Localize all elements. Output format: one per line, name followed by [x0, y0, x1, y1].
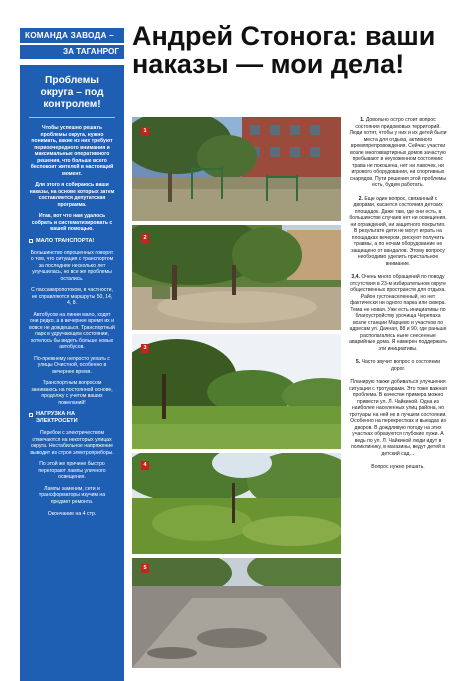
article-paragraph: [349, 274, 447, 352]
paragraph-number: 5.: [355, 359, 361, 365]
paragraph-text: Довольно остро стоит вопрос состояния придомовых территорий. Люди хотят, чтобы у них и их детей были места для отдыха, активного времяпрепровождения. Сейчас участки возле многоквартирных домов зачастую пребывают в неухоженном состоянии: трава не покошена, нет ни лавочек, ни игрового оборудования, ни спортивных снарядов. Пути решения этой проблемы есть, будем работать.: [349, 117, 447, 188]
photo-number-badge: 2: [141, 234, 149, 243]
sidebar-paragraph: Автобусов на линии мало, ходят они редко, а в вечернее время их и вовсе не дождешься. Транспортный парк в удручающем состоянии, хотелось бы видеть больше новых автобусов.: [29, 311, 115, 350]
paragraph-number: 1.: [360, 117, 365, 123]
sidebar-section-heading: [29, 238, 115, 245]
photo-number-badge: 4: [141, 461, 149, 470]
right-text-column: [349, 117, 447, 478]
sidebar-paragraph: Транспортным вопросом занимаюсь на постоянной основе, продолжу с учетом ваших пожеланий!: [31, 380, 113, 406]
photo-number-badge: 5: [141, 564, 149, 573]
paragraph-text: Часто звучит вопрос о состоянии дорог.: [361, 359, 441, 372]
sidebar-section-transport: [29, 238, 115, 407]
sidebar-paragraph: По-прежнему непросто уехать с улицы Очистной, особенно в вечернее время.: [34, 355, 110, 375]
photo-courtyard-playground: [132, 117, 341, 221]
road-image: [132, 558, 341, 668]
article-headline: Андрей Стонога: ваши наказы — мои дела!: [132, 21, 436, 79]
checkbox-square-icon: [29, 239, 33, 243]
sidebar-intro-paragraph: Для этого я собираюсь ваши наказы, на основе которых затем составляется депутатская программа.: [29, 182, 115, 208]
sidebar-paragraph: Большинство опрошенных говорят о том, что ситуация с транспортом за последние несколько лет улучшилась, но все же проблемы остались.: [30, 249, 114, 282]
paragraph-text: Еще один вопрос, связанный с дворами, касается состояния детских площадок. Даже там, где они есть, в большинстве случаев нет ни освещения, ни ограждений, ни защитного покрытия. В результате дети не могут играть на площадках вечером, рискуют получить травмы, а по ночам оборудование не защищено от вандалов. Этому вопросу необходимо уделить пристальное внимание.: [349, 195, 447, 267]
article-paragraph: [349, 464, 447, 471]
paragraph-number: 2.: [358, 195, 363, 202]
paragraph-text: Очень много обращений по поводу отсутствия в 23-м избирательном округе общественных пространств для отдыха. Район густонаселенный, но нет фактически ни одного парка или сквера. Тема не новая. Уже есть инициативы по благоустройству урочища Черепаха возле станции Марцево и участков по адресам ул. Дачная, 88 и 90, где раньше располагались ныне снесенные аварийные дома. Я намерен поддержать эти инициативы.: [349, 274, 447, 352]
sidebar-intro-paragraph: Итак, вот что нам удалось собрать и систематизировать с вашей помощью.: [31, 213, 113, 232]
continued-note: Окончание на 4 стр.: [47, 511, 97, 517]
photo-number-badge: 1: [141, 127, 149, 136]
wasteland-image: [132, 334, 341, 449]
photo-damaged-road: [132, 558, 341, 668]
sidebar-divider: [29, 117, 115, 118]
photo-yard-trees: [132, 225, 341, 330]
paragraph-text: Планирую также добиваться улучшения ситуации с тротуарами. Это тоже важная проблема. В качестве примера можно привести ул. Л. Чайкиной. Одна из наиболее населенных улиц района, но тротуары на ней не в лучшем состоянии. Особенно на перекрестках и выездах из дворов. В дождливую погоду на этих участках образуются глубокие лужи. А ведь по ул. Л. Чайкиной люди идут в поликлинику, в магазины, ведут детей в детский сад…: [349, 379, 447, 457]
photo-wasteland: [132, 334, 341, 449]
sidebar-section-power: [29, 411, 115, 505]
sidebar-intro-paragraph: Чтобы успешно решать проблемы округа, нужно понимать, какие из них требуют первоочередного внимания и максимальные оперативного решения, что больше всего беспокоит жителей в настоящий момент.: [30, 125, 114, 177]
article-paragraph: [349, 379, 447, 457]
sidebar-paragraph: Перебои с электричеством отмечаются на некоторых улицах округа. Нестабильное напряжение выводит из строя электроприборы.: [30, 430, 114, 456]
sidebar-section-heading-text: НАГРУЗКА НА ЭЛЕКТРОСЕТИ: [36, 411, 78, 424]
sidebar-section-heading-text: МАЛО ТРАНСПОРТА!: [36, 237, 95, 244]
article-paragraph: [349, 117, 447, 189]
sidebar-section-heading: [29, 411, 115, 425]
article-paragraph: [349, 359, 447, 372]
sidebar-paragraph: Лампы заменим, сети и трансформаторы изучим на предмет ремонта.: [38, 485, 106, 505]
sidebar-title: Проблемы округа – под контролем!: [40, 75, 104, 110]
sidebar-intro: [29, 125, 115, 233]
section-tag: [20, 28, 124, 59]
paragraph-text: Вопрос нужно решать.: [371, 464, 425, 470]
yard-image: [132, 225, 341, 330]
sidebar-paragraph: С пассажиропотоком, в частности, не справляются маршруты 50, 14, 4, 8.: [31, 287, 113, 306]
checkbox-square-icon: [29, 413, 33, 417]
courtyard-image: [132, 117, 341, 221]
section-tag-line2: ЗА ТАГАНРОГ: [20, 45, 124, 59]
paragraph-number: 3,4.: [351, 274, 360, 280]
article-paragraph: [349, 196, 447, 268]
photo-number-badge: 3: [141, 344, 149, 353]
photo-overgrown-area: [132, 453, 341, 554]
sidebar-paragraph: По этой же причине быстро перегорают лампы уличного освещения.: [38, 461, 106, 480]
sidebar-panel: [20, 65, 124, 681]
overgrown-image: [132, 453, 341, 554]
section-tag-line1: КОМАНДА ЗАВОДА –: [20, 28, 124, 43]
